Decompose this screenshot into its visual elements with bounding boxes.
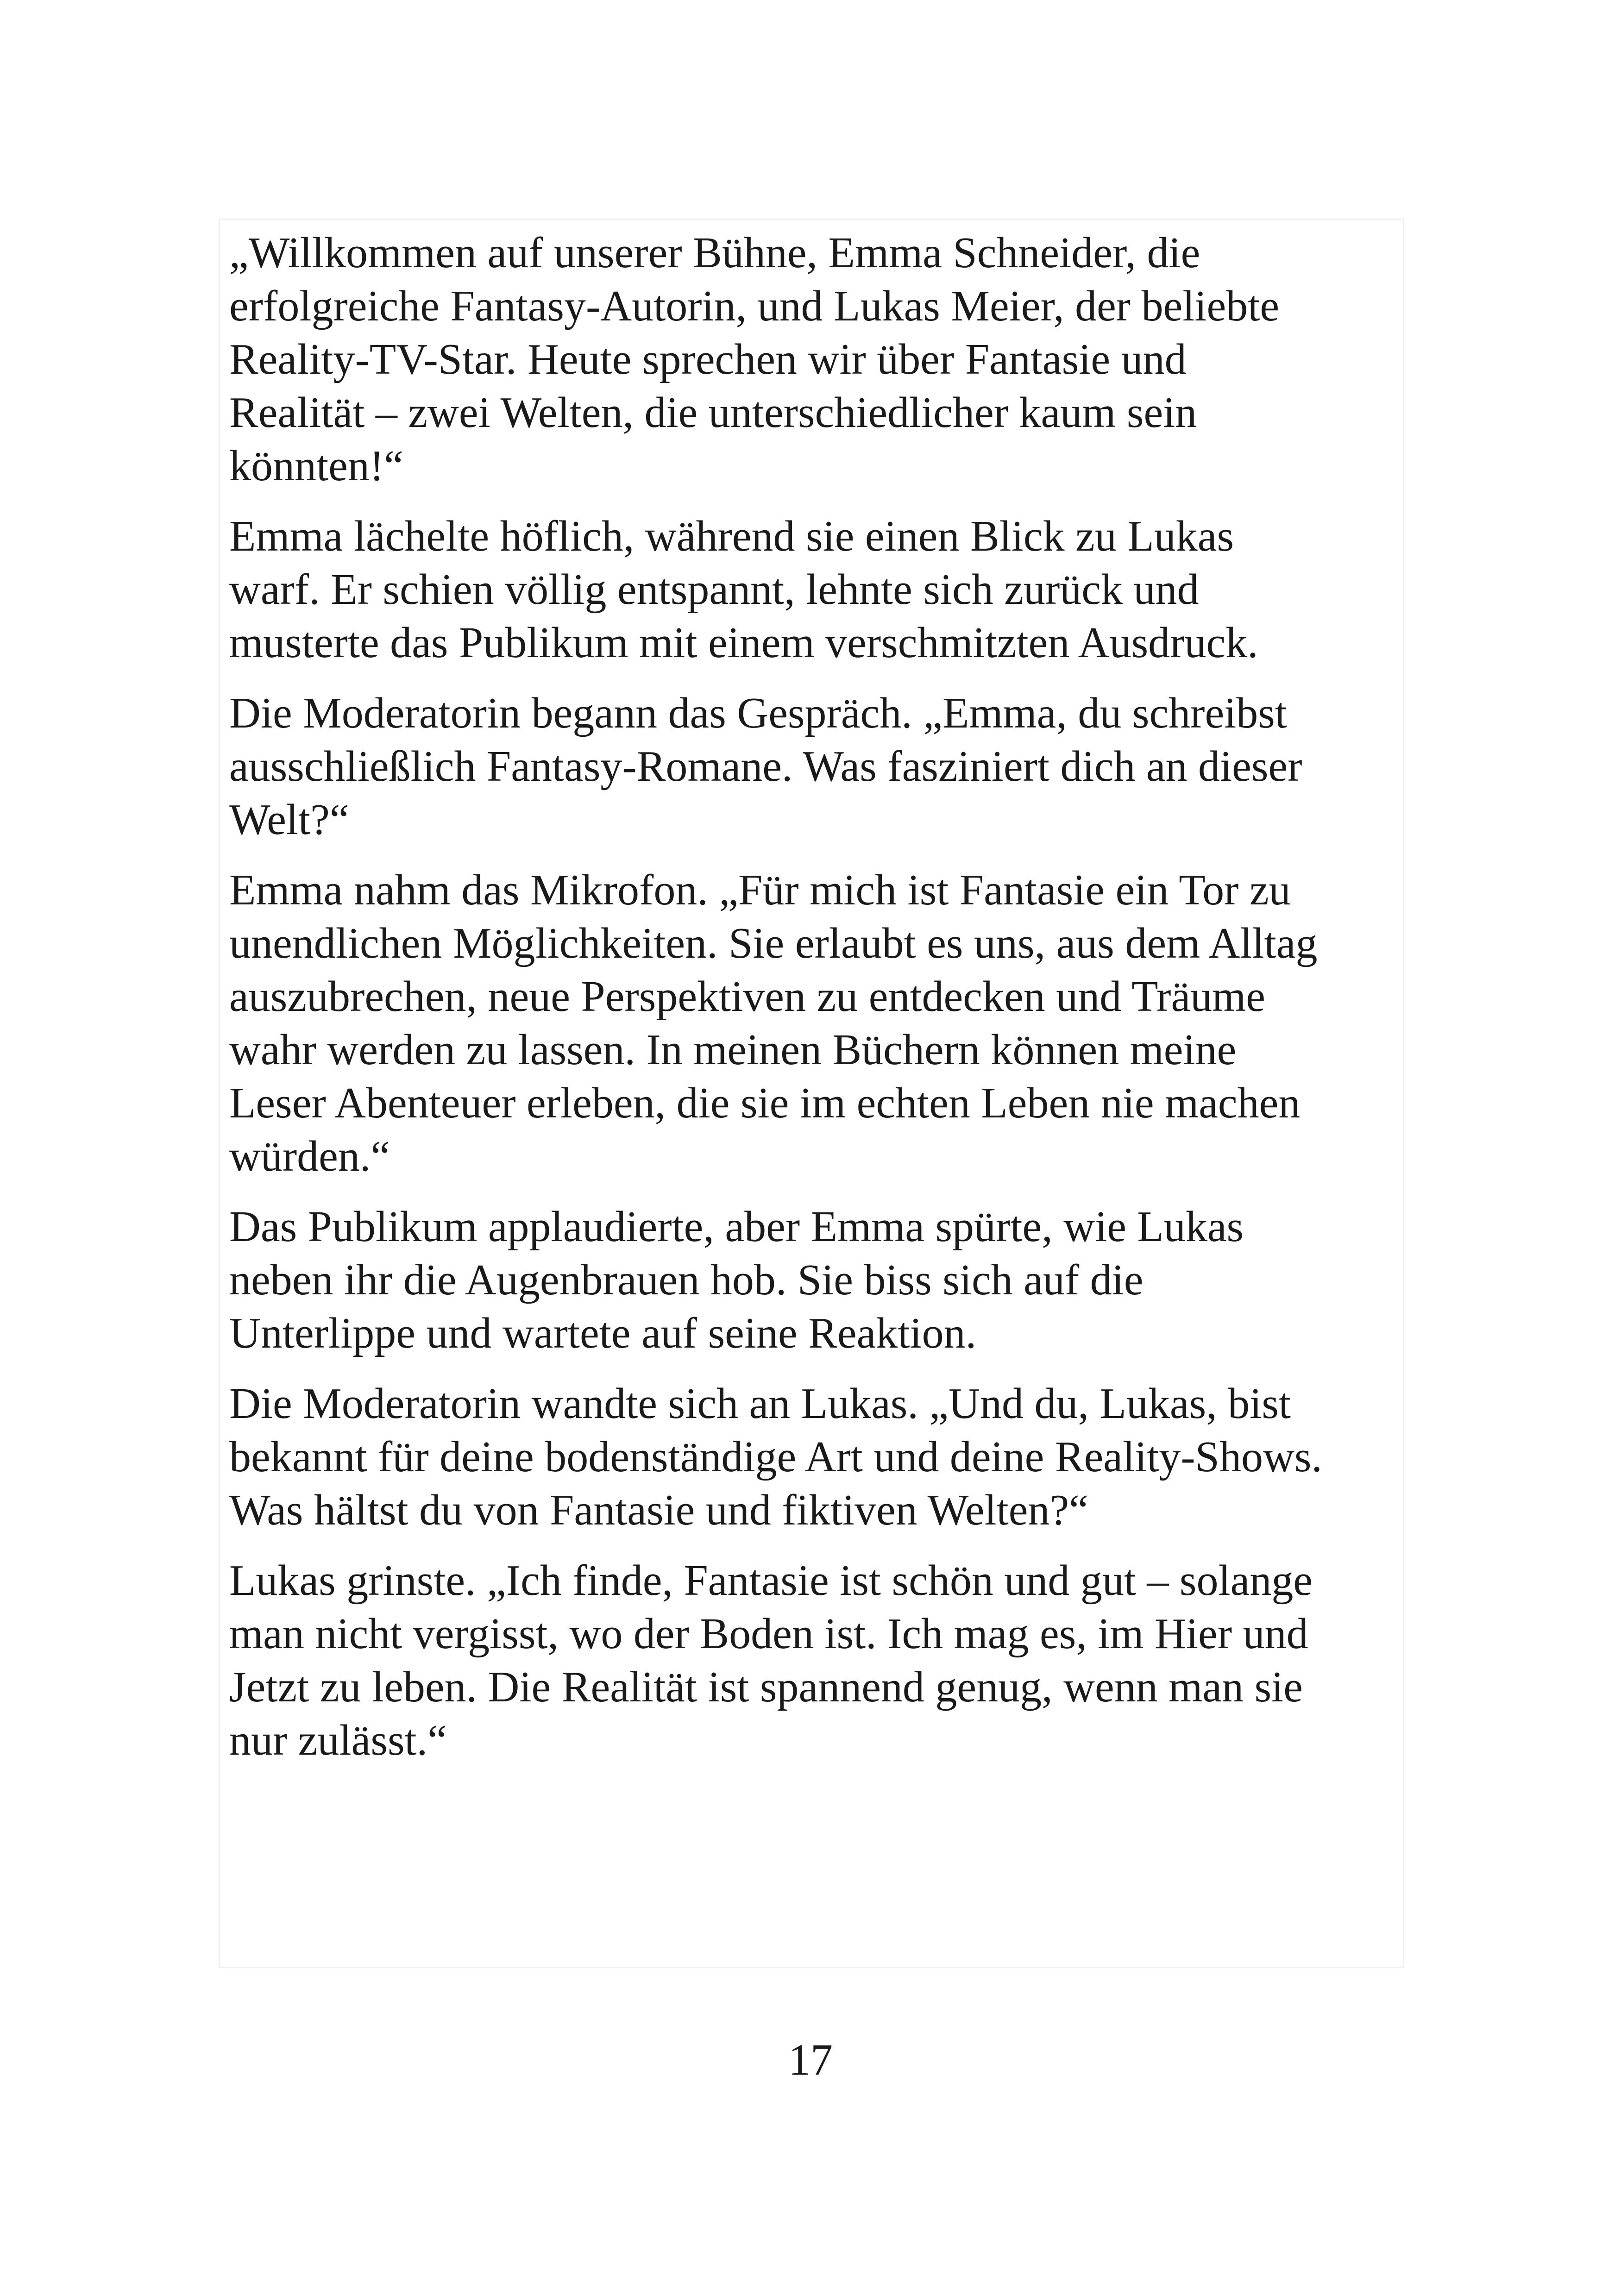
paragraph: Lukas grinste. „Ich finde, Fantasie ist schön und gut – solange man nicht vergisst, wo der Boden ist. Ich mag es, im Hier und Jetzt zu leben. Die Realität ist spannend genug, wenn man sie nur zulässt.“ [229, 1556, 1313, 1764]
paragraph: Das Publikum applaudierte, aber Emma spürte, wie Lukas neben ihr die Augenbrauen hob. Sie biss sich auf die Unterlippe und wartete auf seine Reaktion. [229, 1203, 1244, 1357]
paragraph: Die Moderatorin wandte sich an Lukas. „Und du, Lukas, bist bekannt für deine bodenständige Art und deine Reality-Shows. Was hältst du von Fantasie und fiktiven Welten?“ [229, 1380, 1322, 1534]
paragraph: Emma lächelte höflich, während sie einen Blick zu Lukas warf. Er schien völlig entspannt, lehnte sich zurück und musterte das Publikum mit einem verschmitzten Ausdruck. [229, 512, 1258, 667]
paragraph: Emma nahm das Mikrofon. „Für mich ist Fantasie ein Tor zu unendlichen Möglichkeiten. Sie erlaubt es uns, aus dem Alltag auszubrechen, neue Perspektiven zu entdecken und Träume wahr werden zu lassen. In meinen Büchern können meine Leser Abenteuer erleben, die sie im echten Leben nie machen würden.“ [229, 866, 1318, 1180]
text-frame [219, 219, 1404, 1968]
paragraph: „Willkommen auf unserer Bühne, Emma Schneider, die erfolgreiche Fantasy-Autorin, und Lukas Meier, der beliebte Reality-TV-Star. Heute sprechen wir über Fantasie und Realität – zwei Welten, die unterschiedlicher kaum sein könnten!“ [229, 229, 1280, 490]
paragraph: Die Moderatorin begann das Gespräch. „Emma, du schreibst ausschließlich Fantasy-Romane. Was fasziniert dich an dieser Welt?“ [229, 689, 1302, 844]
page-number: 17 [788, 2035, 833, 2084]
